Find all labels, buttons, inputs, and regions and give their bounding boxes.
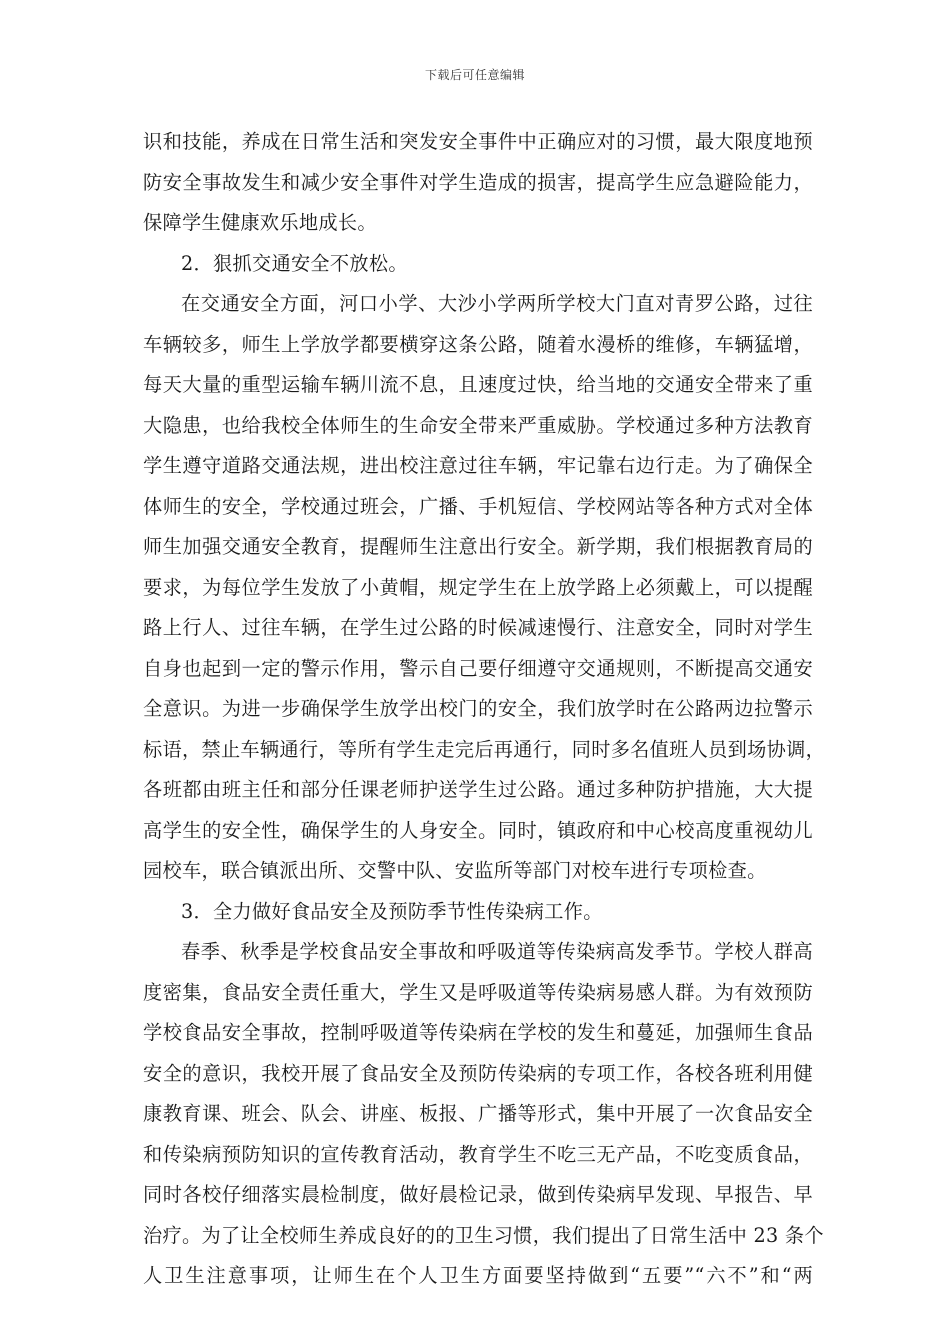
text-line: 体师生的安全，学校通过班会，广播、手机短信、学校网站等各种方式对全体 [143, 494, 813, 518]
text-line: 车辆较多，师生上学放学都要横穿这条公路，随着水漫桥的维修，车辆猛增， [143, 332, 813, 356]
text-line: 标语，禁止车辆通行，等所有学生走完后再通行，同时多名值班人员到场协调， [143, 737, 826, 761]
text-line: 大隐患，也给我校全体师生的生命安全带来严重威胁。学校通过多种方法教育 [143, 413, 813, 437]
text-line: 每天大量的重型运输车辆川流不息，且速度过快，给当地的交通安全带来了重 [143, 373, 813, 396]
text-line: 在交通安全方面，河口小学、大沙小学两所学校大门直对青罗公路，过往 [181, 292, 813, 315]
text-line: 防安全事故发生和减少安全事件对学生造成的损害，提高学生应急避险能力， [143, 170, 813, 194]
text-line: 春季、秋季是学校食品安全事故和呼吸道等传染病高发季节。学校人群高 [181, 940, 813, 963]
text-line: 师生加强交通安全教育，提醒师生注意出行安全。新学期，我们根据教育局的 [143, 535, 813, 558]
text-line: 康教育课、班会、队会、讲座、板报、广播等形式，集中开展了一次食品安全 [143, 1102, 813, 1125]
text-line: 保障学生健康欢乐地成长。 [143, 211, 377, 234]
text-line: 高学生的安全性，确保学生的人身安全。同时，镇政府和中心校高度重视幼儿 [143, 818, 813, 842]
text-line: 学生遵守道路交通法规，进出校注意过往车辆，牢记靠右边行走。为了确保全 [143, 454, 813, 477]
text-line: 同时各校仔细落实晨检制度，做好晨检记录，做到传染病早发现、早报告、早 [143, 1183, 813, 1206]
text-line: 2．狠抓交通安全不放松。 [181, 251, 408, 275]
text-line: 识和技能，养成在日常生活和突发安全事件中正确应对的习惯，最大限度地预 [143, 130, 813, 153]
text-line: 全意识。为进一步确保学生放学出校门的安全，我们放学时在公路两边拉警示 [143, 697, 813, 720]
text-line: 治疗。为了让全校师生养成良好的的卫生习惯，我们提出了日常生活中 23 条个 [143, 1223, 824, 1247]
text-line: 路上行人、过往车辆，在学生过公路的时候减速慢行、注意安全，同时对学生 [143, 616, 813, 639]
text-line: 园校车，联合镇派出所、交警中队、安监所等部门对校车进行专项检查。 [143, 859, 767, 882]
text-line: 各班都由班主任和部分任课老师护送学生过公路。通过多种防护措施，大大提 [143, 778, 813, 801]
text-line: 3．全力做好食品安全及预防季节性传染病工作。 [181, 899, 603, 923]
text-line: 人卫生注意事项，让师生在个人卫生方面要坚持做到“五要”“六不”和“两 [143, 1264, 813, 1287]
text-line: 要求，为每位学生发放了小黄帽，规定学生在上放学路上必须戴上，可以提醒 [143, 575, 813, 599]
text-line: 安全的意识，我校开展了食品安全及预防传染病的专项工作，各校各班利用健 [143, 1061, 813, 1085]
text-line: 度密集，食品安全责任重大，学生又是呼吸道等传染病易感人群。为有效预防 [143, 980, 813, 1004]
page-header: 下载后可任意编辑 [424, 68, 525, 82]
text-line: 学校食品安全事故，控制呼吸道等传染病在学校的发生和蔓延，加强师生食品 [143, 1021, 813, 1044]
text-line: 自身也起到一定的警示作用，警示自己要仔细遵守交通规则，不断提高交通安 [143, 656, 813, 680]
text-line: 和传染病预防知识的宣传教育活动，教育学生不吃三无产品，不吃变质食品， [143, 1142, 813, 1166]
document-body [143, 122, 826, 1297]
